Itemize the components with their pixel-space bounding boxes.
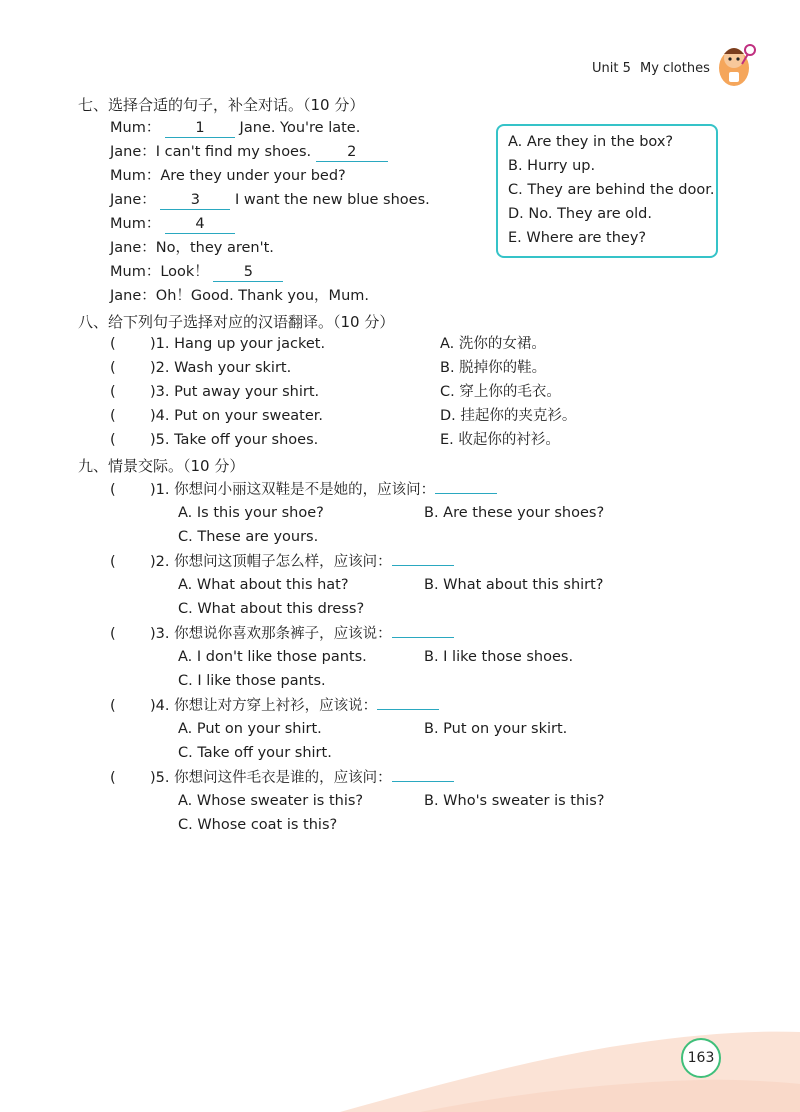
- unit-title: My clothes: [640, 61, 710, 76]
- match-item-4[interactable]: ( )4. Put on your sweater.: [110, 408, 324, 424]
- match-item-5[interactable]: ( )5. Take off your shoes.: [110, 432, 319, 448]
- unit-label: Unit 5: [592, 61, 631, 76]
- dialogue-line-7: [110, 262, 283, 282]
- dialogue-text: Are they under your bed?: [160, 168, 346, 184]
- choice-4b: B. Put on your skirt.: [424, 721, 568, 737]
- situation-question-4[interactable]: ( )4. 你想让对方穿上衬衫，应该说：: [110, 695, 439, 716]
- question-blank[interactable]: [392, 767, 454, 782]
- section-7-title: 七、选择合适的句子，补全对话。（10 分）: [78, 96, 365, 114]
- option-b: B. Hurry up.: [508, 158, 596, 174]
- choice-2a: A. What about this hat?: [178, 577, 349, 593]
- match-item-2[interactable]: ( )2. Wash your skirt.: [110, 360, 292, 376]
- choice-5a: A. Whose sweater is this?: [178, 793, 364, 809]
- choice-5b: B. Who's sweater is this?: [424, 793, 605, 809]
- choice-1b: B. Are these your shoes?: [424, 505, 605, 521]
- dialogue-text: I want the new blue shoes.: [235, 192, 430, 208]
- answer-blank-5[interactable]: 5: [213, 263, 283, 282]
- dialogue-text: Look！: [160, 264, 209, 280]
- choice-5c: C. Whose coat is this?: [178, 817, 338, 833]
- match-translation-c: C. 穿上你的毛衣。: [440, 384, 561, 400]
- dialogue-line-1: [110, 118, 360, 138]
- situation-question-3[interactable]: ( )3. 你想说你喜欢那条裤子，应该说：: [110, 623, 454, 644]
- option-a: A. Are they in the box?: [508, 134, 674, 150]
- match-item-3[interactable]: ( )3. Put away your shirt.: [110, 384, 320, 400]
- dialogue-text: I can't find my shoes.: [155, 144, 312, 160]
- choice-1c: C. These are yours.: [178, 529, 319, 545]
- match-translation-e: E. 收起你的衬衫。: [440, 432, 560, 448]
- match-sentence: )3. Put away your shirt.: [150, 384, 320, 400]
- speaker: Mum：: [110, 216, 161, 232]
- speaker: Jane：: [110, 288, 156, 304]
- speaker: Jane：: [110, 240, 156, 256]
- speaker: Mum：: [110, 168, 161, 184]
- situation-question-5[interactable]: ( )5. 你想问这件毛衣是谁的，应该问：: [110, 767, 454, 788]
- section-9-title: 九、情景交际。（10 分）: [78, 457, 245, 475]
- answer-blank-2[interactable]: 2: [316, 143, 388, 162]
- page-number: 163: [681, 1038, 721, 1078]
- question-blank[interactable]: [377, 695, 439, 710]
- answer-blank-1[interactable]: 1: [165, 119, 235, 138]
- speaker: Mum：: [110, 264, 161, 280]
- choice-4c: C. Take off your shirt.: [178, 745, 332, 761]
- choice-2c: C. What about this dress?: [178, 601, 365, 617]
- question-text: )5. 你想问这件毛衣是谁的，应该问：: [150, 770, 392, 786]
- match-sentence: )5. Take off your shoes.: [150, 432, 319, 448]
- choice-2b: B. What about this shirt?: [424, 577, 604, 593]
- choice-3c: C. I like those pants.: [178, 673, 326, 689]
- speaker: Jane：: [110, 144, 156, 160]
- situation-question-1[interactable]: ( )1. 你想问小丽这双鞋是不是她的，应该问：: [110, 479, 497, 500]
- choice-1a: A. Is this your shoe?: [178, 505, 324, 521]
- dialogue-text: Jane. You're late.: [239, 120, 361, 136]
- match-item-1[interactable]: ( )1. Hang up your jacket.: [110, 336, 326, 352]
- speaker: Mum：: [110, 120, 161, 136]
- question-text: )1. 你想问小丽这双鞋是不是她的，应该问：: [150, 482, 436, 498]
- dialogue-line-2: [110, 142, 388, 162]
- footer-wave-decoration: [0, 992, 800, 1112]
- match-sentence: )2. Wash your skirt.: [150, 360, 292, 376]
- speaker: Jane：: [110, 192, 156, 208]
- option-d: D. No. They are old.: [508, 206, 652, 222]
- question-blank[interactable]: [392, 551, 454, 566]
- question-blank[interactable]: [435, 479, 497, 494]
- dialogue-line-4: [110, 190, 430, 210]
- dialogue-line-8: [110, 286, 369, 306]
- situation-question-2[interactable]: ( )2. 你想问这顶帽子怎么样，应该问：: [110, 551, 454, 572]
- answer-blank-3[interactable]: 3: [160, 191, 230, 210]
- question-text: )3. 你想说你喜欢那条裤子，应该说：: [150, 626, 392, 642]
- question-text: )4. 你想让对方穿上衬衫，应该说：: [150, 698, 378, 714]
- choice-4a: A. Put on your shirt.: [178, 721, 322, 737]
- match-sentence: )4. Put on your sweater.: [150, 408, 324, 424]
- question-blank[interactable]: [392, 623, 454, 638]
- question-text: )2. 你想问这顶帽子怎么样，应该问：: [150, 554, 392, 570]
- match-translation-a: A. 洗你的女裙。: [440, 336, 546, 352]
- match-sentence: )1. Hang up your jacket.: [150, 336, 326, 352]
- dialogue-line-5: [110, 214, 235, 234]
- dialogue-text: Oh！Good. Thank you，Mum.: [155, 288, 369, 304]
- answer-blank-4[interactable]: 4: [165, 215, 235, 234]
- dialogue-line-3: [110, 166, 346, 186]
- option-e: E. Where are they?: [508, 230, 647, 246]
- dialogue-line-6: [110, 238, 274, 258]
- options-box: [496, 124, 718, 258]
- choice-3b: B. I like those shoes.: [424, 649, 574, 665]
- match-translation-d: D. 挂起你的夹克衫。: [440, 408, 577, 424]
- dialogue-text: No，they aren't.: [155, 240, 274, 256]
- choice-3a: A. I don't like those pants.: [178, 649, 367, 665]
- option-c: C. They are behind the door.: [508, 182, 715, 198]
- section-8-title: 八、给下列句子选择对应的汉语翻译。（10 分）: [78, 313, 395, 331]
- mascot-icon: [712, 40, 760, 92]
- match-translation-b: B. 脱掉你的鞋。: [440, 360, 547, 376]
